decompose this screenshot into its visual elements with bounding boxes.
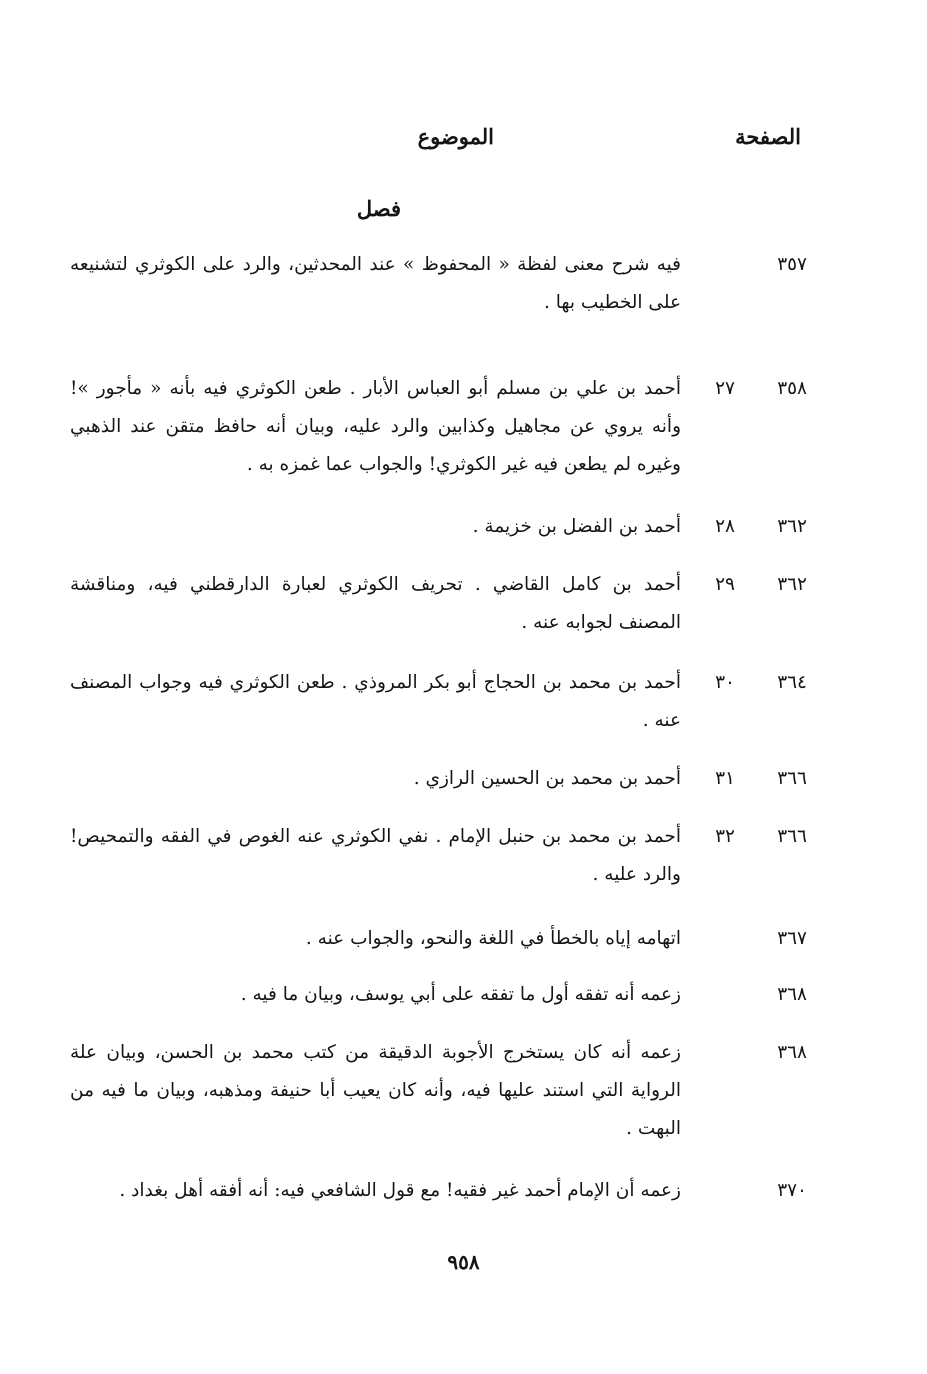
entry-number: ٢٩	[715, 574, 735, 595]
entry-text: زعمه أنه تفقه أول ما تفقه على أبي يوسف، وبيان ما فيه .	[240, 984, 681, 1005]
index-entry	[70, 664, 807, 740]
entry-page: ٣٥٧	[777, 254, 807, 275]
entry-page: ٣٦٧	[777, 928, 807, 949]
entry-page: ٣٦٦	[777, 826, 807, 847]
entry-page: ٣٧٠	[777, 1180, 807, 1201]
entry-page: ٣٦٨	[777, 984, 807, 1005]
topic-column-header: الموضوع	[417, 124, 494, 149]
entry-number: ٣١	[715, 768, 735, 789]
entry-text: زعمه أنه كان يستخرج الأجوبة الدقيقة من كتب محمد بن الحسن، وبيان علة الرواية التي استند عليها فيه، وأنه كان يعيب أبا حنيفة ومذهبه، وبيان ما فيه من البهت .	[70, 1042, 681, 1139]
entry-number: ٣٢	[715, 826, 735, 847]
entry-page: ٣٦٢	[777, 516, 807, 537]
entry-page: ٣٦٢	[777, 574, 807, 595]
entry-page: ٣٦٤	[777, 672, 807, 693]
page-column-header: الصفحة	[735, 124, 801, 149]
index-entry	[70, 1172, 807, 1210]
entry-number: ٣٠	[715, 672, 735, 693]
entry-text: زعمه أن الإمام أحمد غير فقيه! مع قول الشافعي فيه: أنه أفقه أهل بغداد .	[119, 1180, 681, 1201]
entry-text: فيه شرح معنى لفظة « المحفوظ » عند المحدثين، والرد على الكوثري لتشنيعه على الخطيب بها .	[70, 254, 681, 313]
index-entry	[70, 508, 807, 546]
index-entry	[70, 246, 807, 322]
entry-text: أحمد بن علي بن مسلم أبو العباس الأبار . طعن الكوثري فيه بأنه « مأجور »! وأنه يروي عن مجاهيل وكذابين والرد عليه، وبيان أنه حافظ متقن عند الذهبي وغيره لم يطعن فيه غير الكوثري! والجواب عما غمزه به .	[70, 378, 681, 475]
index-entry	[70, 976, 807, 1014]
index-entry	[70, 818, 807, 894]
entry-number: ٢٧	[715, 378, 735, 399]
entry-page: ٣٥٨	[777, 378, 807, 399]
index-entry	[70, 920, 807, 958]
page-number: ٩٥٨	[447, 1250, 480, 1274]
entry-page: ٣٦٦	[777, 768, 807, 789]
index-entry	[70, 566, 807, 642]
entry-text: أحمد بن كامل القاضي . تحريف الكوثري لعبارة الدارقطني فيه، ومناقشة المصنف لجوابه عنه .	[70, 574, 681, 633]
index-entry	[70, 370, 807, 484]
index-entry	[70, 760, 807, 798]
entry-text: أحمد بن محمد بن الحسين الرازي .	[413, 768, 681, 789]
entry-text: أحمد بن محمد بن حنبل الإمام . نفي الكوثري عنه الغوص في الفقه والتمحيص! والرد عليه .	[70, 826, 681, 885]
entry-text: أحمد بن الفضل بن خزيمة .	[472, 516, 681, 537]
entry-text: اتهامه إياه بالخطأ في اللغة والنحو، والجواب عنه .	[305, 928, 681, 949]
entry-number: ٢٨	[715, 516, 735, 537]
entry-page: ٣٦٨	[777, 1042, 807, 1063]
section-title: فصل	[356, 196, 401, 221]
entry-text: أحمد بن محمد بن الحجاج أبو بكر المروذي . طعن الكوثري فيه وجواب المصنف عنه .	[70, 672, 681, 731]
index-entry	[70, 1034, 807, 1148]
